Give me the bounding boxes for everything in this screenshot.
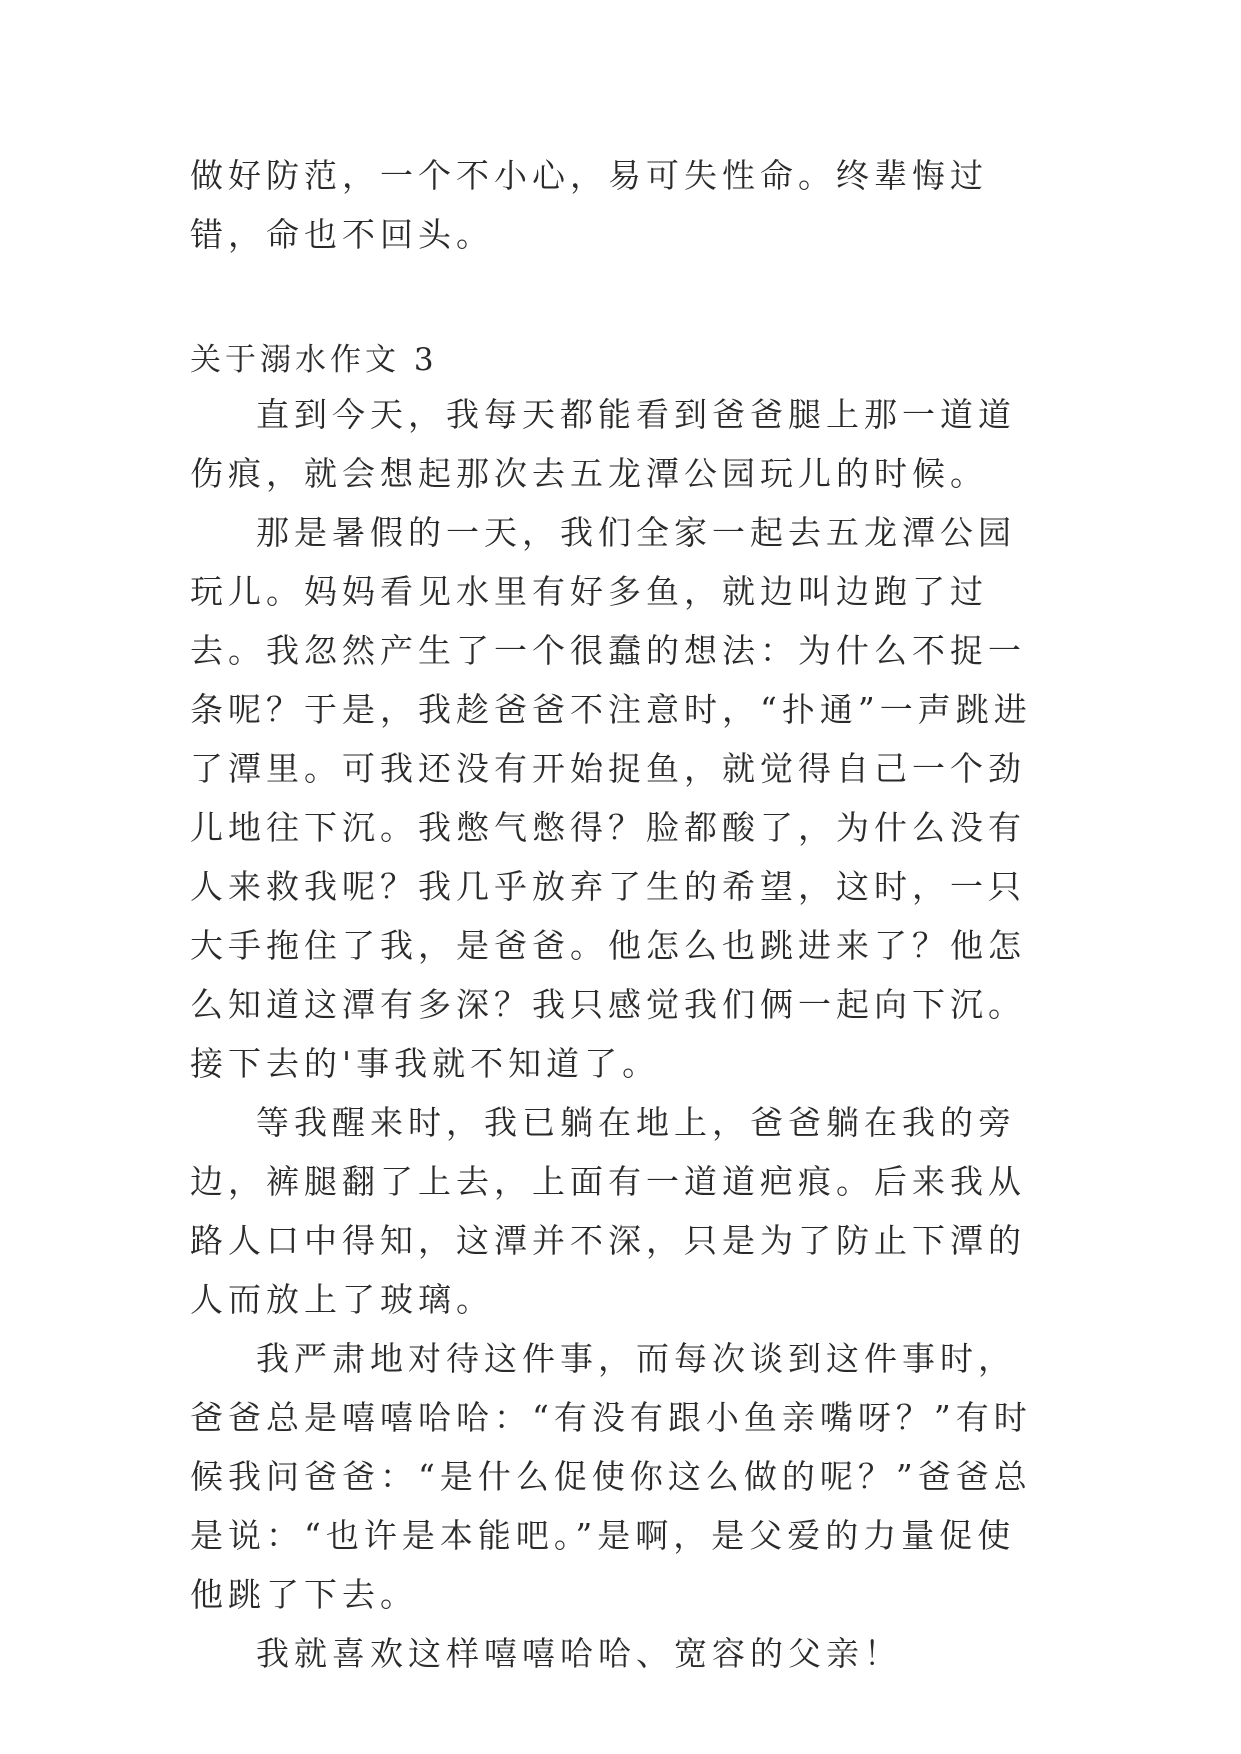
continuation-paragraph: 做好防范，一个不小心，易可失性命。终辈悔过错，命也不回头。 xyxy=(190,156,988,254)
paragraph-4: 我严肃地对待这件事，而每次谈到这件事时，爸爸总是嘻嘻哈哈：“有没有跟小鱼亲嘴呀？”有时候我问爸爸：“是什么促使你这么做的呢？”爸爸总是说：“也许是本能吧。”是啊，是父爱的力量促使他跳了下去。 xyxy=(190,1339,1032,1614)
paragraph-1: 直到今天，我每天都能看到爸爸腿上那一道道伤痕，就会想起那次去五龙潭公园玩儿的时候。 xyxy=(190,395,1016,493)
essay-body xyxy=(190,385,1050,1683)
section-title: 关于溺水作文 3 xyxy=(190,342,438,378)
paragraph-2: 那是暑假的一天，我们全家一起去五龙潭公园玩儿。妈妈看见水里有好多鱼，就边叫边跑了过去。我忽然产生了一个很蠢的想法：为什么不捉一条呢？于是，我趁爸爸不注意时，“扑通”一声跳进了潭里。可我还没有开始捉鱼，就觉得自己一个劲儿地往下沉。我憋气憋得？脸都酸了，为什么没有人来救我呢？我几乎放弃了生的希望，这时，一只大手拖住了我，是爸爸。他怎么也跳进来了？他怎么知道这潭有多深？我只感觉我们俩一起向下沉。接下去的'事我就不知道了。 xyxy=(190,513,1032,1083)
paragraph-3: 等我醒来时，我已躺在地上，爸爸躺在我的旁边，裤腿翻了上去，上面有一道道疤痕。后来我从路人口中得知，这潭并不深，只是为了防止下潭的人而放上了玻璃。 xyxy=(190,1103,1026,1319)
paragraph-5: 我就喜欢这样嘻嘻哈哈、宽容的父亲！ xyxy=(256,1634,902,1673)
